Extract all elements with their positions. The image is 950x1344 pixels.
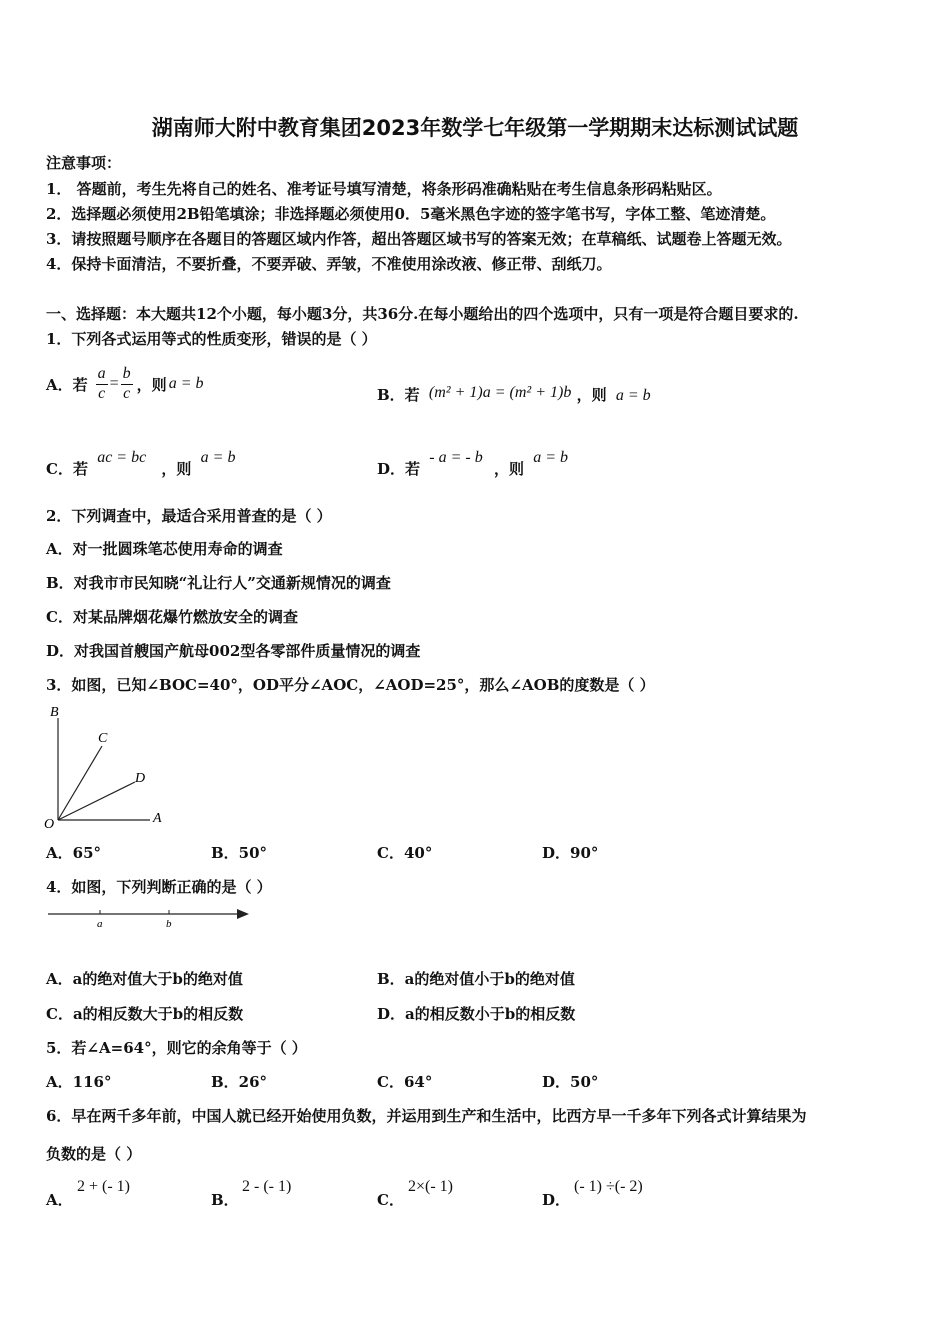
q1-a-den1: c (98, 384, 106, 402)
q5-option-b: B．26° (211, 1073, 268, 1091)
section-heading: 一、选择题：本大题共12个小题，每小题3分，共36分.在每小题给出的四个选项中，只有一项是符合题目要求的. (46, 305, 799, 323)
q2-option-d: D．对我国首艘国产航母002型各零部件质量情况的调查 (46, 642, 421, 660)
q6-option-d-label: D． (542, 1191, 571, 1209)
q3-option-b: B．50° (211, 844, 268, 862)
q5-stem: 5．若∠A=64°，则它的余角等于（ ） (46, 1039, 307, 1057)
label-b: B (50, 705, 59, 720)
q3-option-a: A．65° (46, 844, 102, 862)
q2-option-a: A．对一批圆珠笔芯使用寿命的调查 (46, 540, 283, 558)
q1-a-num1: a (96, 365, 108, 384)
q6-option-a-label: A． (46, 1191, 73, 1209)
q4-number-line (44, 902, 254, 936)
q6-option-b-label: B． (211, 1191, 239, 1209)
q1-a-then: ，则 (136, 375, 167, 394)
q1-d-label: D．若 (377, 460, 421, 478)
axis-label-b: b (166, 918, 172, 930)
q1-d-then: ，则 (493, 460, 524, 478)
page-title: 湖南师大附中教育集团2023年数学七年级第一学期期末达标测试试题 (151, 116, 799, 140)
notice-item-2: 2．选择题必须使用2B铅笔填涂；非选择题必须使用0．5毫米黑色字迹的签字笔书写，字体工整、笔迹清楚。 (46, 205, 776, 223)
q4-option-b: B．a的绝对值小于b的绝对值 (377, 970, 575, 988)
q5-option-c: C．64° (377, 1073, 433, 1091)
q6-option-c-label: C． (377, 1191, 404, 1209)
q1-a-label: A．若 (46, 375, 88, 394)
notice-item-3: 3．请按照题号顺序在各题目的答题区域内作答，超出答题区域书写的答案无效；在草稿纸、试题卷上答题无效。 (46, 230, 792, 248)
q2-stem: 2．下列调查中，最适合采用普查的是（ ） (46, 507, 332, 525)
q2-option-c: C．对某品牌烟花爆竹燃放安全的调查 (46, 608, 298, 626)
q1-b-result: a = b (615, 387, 651, 404)
q1-option-c (46, 446, 236, 478)
q1-a-fraction-2 (121, 365, 133, 403)
notice-item-4: 4．保持卡面清洁，不要折叠，不要弄破、弄皱，不准使用涂改液、修正带、刮纸刀。 (46, 255, 612, 273)
label-c: C (98, 731, 108, 746)
q1-b-expr: (m² + 1)a = (m² + 1)b (428, 384, 572, 401)
q1-d-expr: - a = - b (429, 449, 483, 466)
q1-option-b (377, 384, 651, 405)
q1-a-fraction-1 (96, 365, 108, 403)
q4-option-a: A．a的绝对值大于b的绝对值 (46, 970, 243, 988)
q1-a-den2: c (123, 384, 131, 402)
q6-option-d-expr: (- 1) ÷(- 2) (574, 1178, 643, 1195)
q6-option-a-expr: 2 + (- 1) (77, 1178, 131, 1195)
q1-a-result: a = b (168, 375, 204, 392)
q2-option-b: B．对我市市民知晓“礼让行人”交通新规情况的调查 (46, 574, 391, 592)
q4-option-d: D．a的相反数小于b的相反数 (377, 1005, 576, 1023)
label-o: O (44, 817, 55, 832)
q4-option-c: C．a的相反数大于b的相反数 (46, 1005, 244, 1023)
q1-b-then: ，则 (576, 386, 607, 404)
q6-option-b-expr: 2 - (- 1) (242, 1178, 292, 1195)
q1-c-label: C．若 (46, 460, 88, 478)
axis-arrow-icon (237, 909, 249, 919)
notice-item-1: 1． 答题前，考生先将自己的姓名、准考证号填写清楚，将条形码准确粘贴在考生信息条形码粘贴区。 (46, 180, 722, 198)
q1-a-num2: b (121, 365, 133, 384)
q5-option-a: A．116° (46, 1073, 112, 1091)
q1-b-label: B．若 (377, 386, 420, 404)
q6-stem-line-1: 6．早在两千多年前，中国人就已经开始使用负数，并运用到生产和生活中，比西方早一千多年下列各式计算结果为 (46, 1107, 807, 1125)
q1-c-then: ，则 (161, 460, 192, 478)
q3-angle-figure (40, 700, 180, 835)
notice-heading: 注意事项： (46, 154, 122, 172)
q5-option-d: D．50° (542, 1073, 599, 1091)
q6-option-c-expr: 2×(- 1) (408, 1178, 454, 1195)
q1-a-eq: = (109, 375, 119, 392)
q3-option-d: D．90° (542, 844, 599, 862)
label-d: D (135, 771, 146, 786)
q3-stem: 3．如图，已知∠BOC=40°，OD平分∠AOC，∠AOD=25°，那么∠AOB的度数是（ ） (46, 676, 655, 694)
q1-c-result: a = b (200, 449, 236, 466)
q1-d-result: a = b (533, 449, 568, 466)
q1-stem: 1．下列各式运用等式的性质变形，错误的是（ ） (46, 330, 377, 348)
axis-label-a: a (97, 918, 103, 930)
q3-option-c: C．40° (377, 844, 433, 862)
q1-option-d (377, 446, 568, 478)
q4-stem: 4．如图，下列判断正确的是（ ） (46, 878, 272, 896)
q1-option-a (46, 360, 203, 408)
label-a: A (153, 811, 162, 826)
q6-stem-line-2: 负数的是（ ） (46, 1145, 142, 1163)
q1-c-expr: ac = bc (97, 449, 147, 466)
